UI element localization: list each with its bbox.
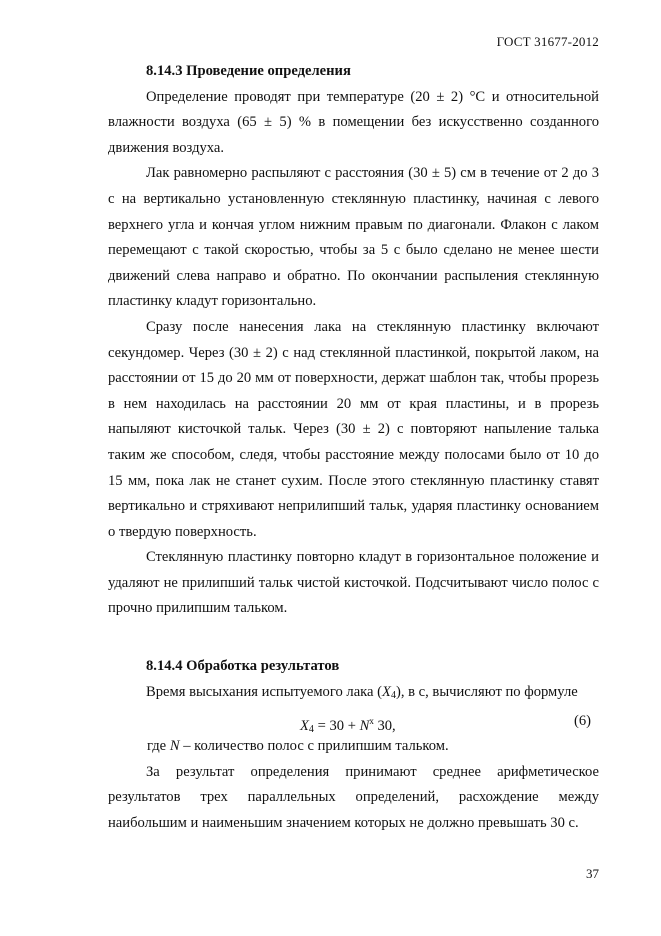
intro-variable-subscript: 4: [390, 689, 396, 701]
formula-6: [108, 708, 599, 734]
where-variable: N: [169, 738, 180, 755]
formula-multiply-sign: x: [369, 716, 374, 727]
formula-n-variable: N: [359, 718, 370, 735]
intro-text-start: Время высыхания испытуемого лака (: [146, 683, 383, 700]
page-number: 37: [586, 866, 599, 881]
paragraph-result: За результат определения принимают среднее арифметическое результатов трех параллельных определений, расхождение между наибольшим и наименьшим значением которых не должно превышать 30 с.: [108, 763, 599, 832]
formula-tail: 30,: [373, 718, 396, 735]
paragraph-talc-procedure: Сразу после нанесения лака на стеклянную пластинку включают секундомер. Через (30 ± 2) с над стеклянной пластинкой, покрытой лаком, на расстоянии от 15 до 20 мм от поверхности, держат шаблон так, чтобы прорезь в нем находилась на расстоянии 20 мм от края пластины, и в прорезь напыляют кисточкой тальк. Через (30 ± 2) с повторяют напыление талька таким же способом, следя, чтобы расстояние между полосами было от 10 до 15 мм, пока лак не станет сухим. После этого стеклянную пластинку ставят вертикально и стряхивают неприлипший тальк, ударяя пластинку основанием о твердую поверхность.: [108, 318, 599, 540]
formula-number: (6): [573, 713, 591, 730]
section-heading-8-14-4: 8.14.4 Обработка результатов: [146, 658, 340, 675]
paragraph-conditions: Определение проводят при температуре (20 ± 2) °С и относительной влажности воздуха (65 ± 5) % в помещении без искусственно созданного движения воздуха.: [108, 88, 599, 156]
formula-expression: [300, 708, 396, 743]
intro-variable: X: [382, 683, 391, 700]
paragraph-counting: Стеклянную пластинку повторно кладут в горизонтальное положение и удаляют не прилипший тальк чистой кисточкой. Подсчитывают число полос с прочно прилипшим тальком.: [108, 549, 599, 617]
formula-lhs-variable: X: [300, 718, 309, 735]
formula-lhs-subscript: 4: [308, 724, 314, 736]
standard-code: ГОСТ 31677-2012: [496, 34, 599, 49]
section-heading-8-14-3: 8.14.3 Проведение определения: [146, 63, 351, 79]
page-body: [108, 59, 599, 837]
where-text-start: где: [147, 738, 170, 755]
where-text-end: – количество полос с прилипшим тальком.: [179, 738, 449, 755]
formula-constant: = 30 +: [313, 718, 360, 735]
section-spacer: [108, 622, 599, 654]
paragraph-spraying: Лак равномерно распыляют с расстояния (30 ± 5) см в течение от 2 до 3 с на вертикально установленную стеклянную пластинку, начиная с левого верхнего угла и кончая углом нижним правым по диагонали. Флакон с лаком перемещают с такой скоростью, чтобы за 5 с было сделано не менее шести движений слева направо и обратно. По окончании распыления стеклянную пластинку кладут горизонтально.: [108, 165, 599, 310]
intro-text-end: ), в с, вычисляют по формуле: [395, 683, 578, 700]
paragraph-formula-intro: [108, 680, 599, 709]
